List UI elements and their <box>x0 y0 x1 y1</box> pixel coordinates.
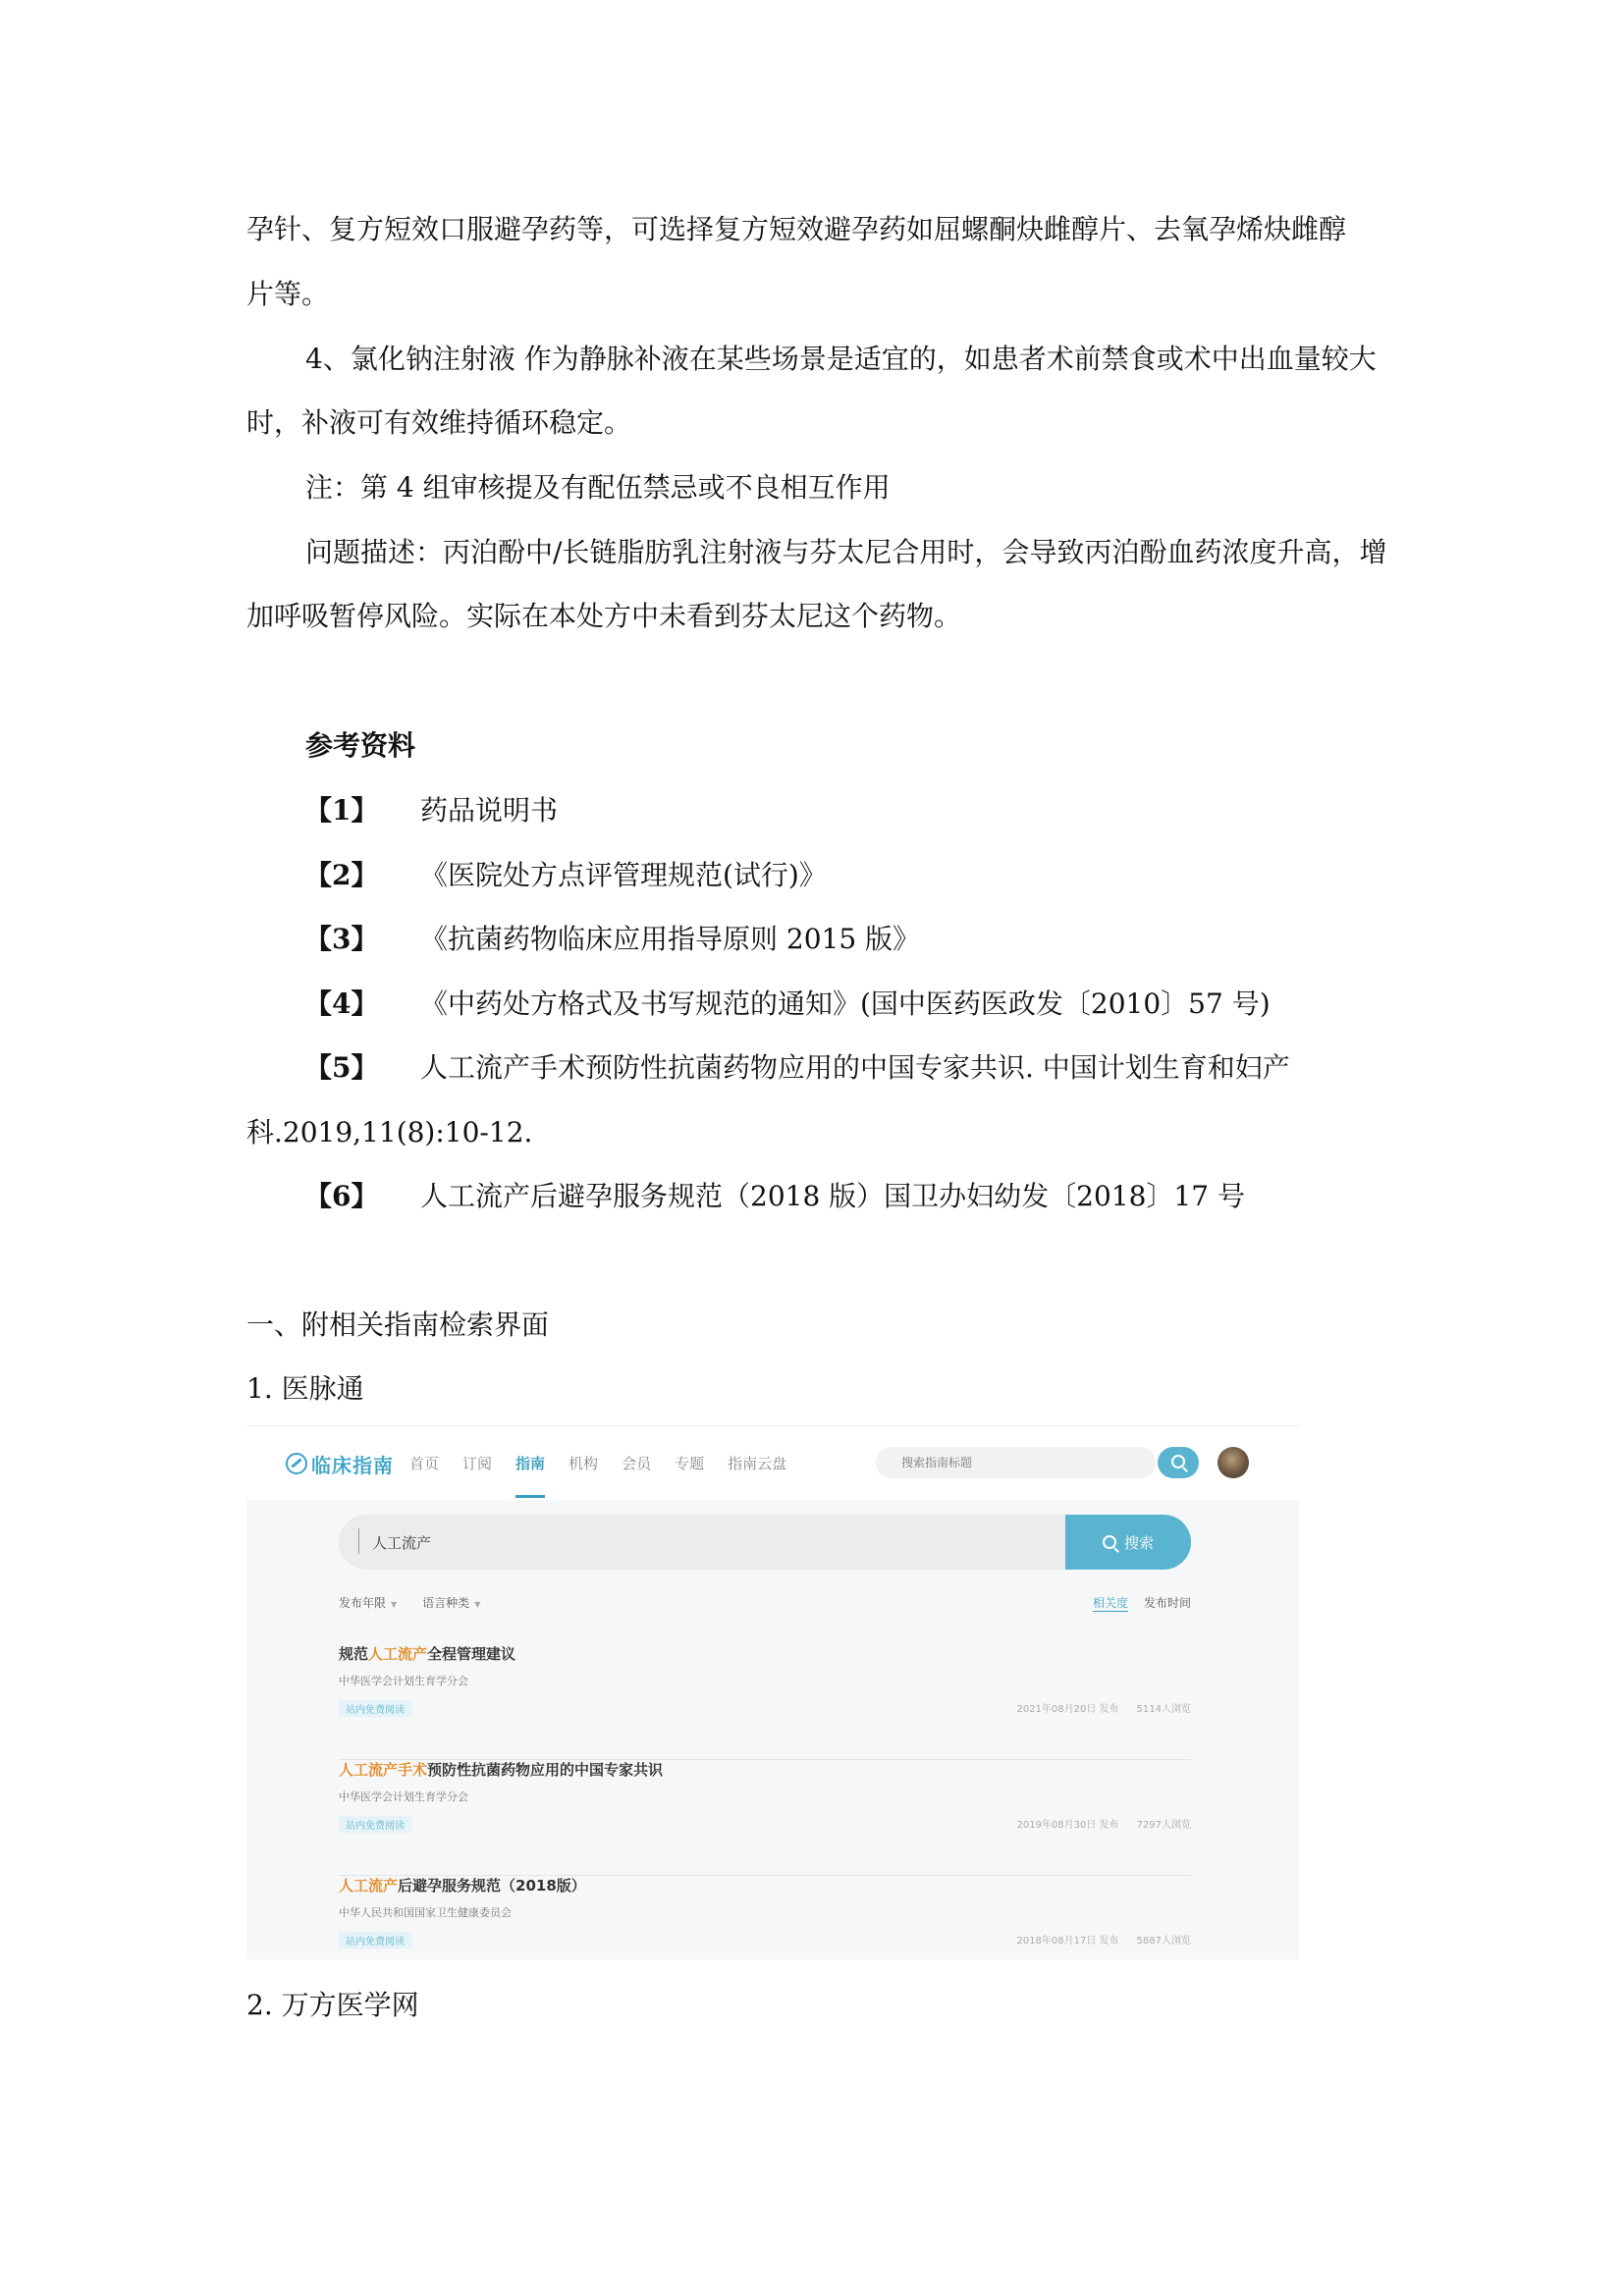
reference-text: 《中药处方格式及书写规范的通知》(国中医药医政发〔2010〕57 号) <box>420 988 1271 1020</box>
reference-text: 《抗菌药物临床应用指导原则 2015 版》 <box>420 923 921 955</box>
result-title[interactable] <box>339 1643 515 1664</box>
search-input[interactable] <box>876 1447 1156 1478</box>
reference-number: 【1】 <box>304 794 379 827</box>
reference-number: 【5】 <box>304 1051 379 1084</box>
search-icon <box>1171 1455 1185 1468</box>
search-button[interactable] <box>1158 1447 1199 1478</box>
result-organization: 中华医学会计划生育学分会 <box>339 1790 468 1803</box>
publish-date: 2019年08月30日 发布 <box>1016 1820 1119 1831</box>
title-text: 全程管理建议 <box>427 1645 516 1663</box>
sort-options <box>1093 1594 1191 1612</box>
references-heading: 参考资料 <box>305 729 416 762</box>
main-search-input[interactable] <box>339 1515 1065 1570</box>
main-search-bar <box>339 1515 1191 1570</box>
title-highlight: 人工流产 <box>339 1877 399 1895</box>
filter-bar <box>339 1594 480 1611</box>
list-item[interactable] <box>339 1875 1191 1959</box>
free-read-badge: 站内免费阅读 <box>339 1700 411 1717</box>
nav-item-institutions[interactable]: 机构 <box>568 1455 599 1472</box>
title-highlight: 人工流产 <box>368 1645 428 1663</box>
main-search-button[interactable] <box>1065 1515 1191 1570</box>
result-organization: 中华医学会计划生育学分会 <box>339 1675 468 1687</box>
reference-text-continued: 科.2019,11(8):10-12. <box>246 1116 533 1148</box>
main-nav <box>409 1452 810 1475</box>
list-item[interactable] <box>339 1643 1191 1760</box>
reference-number: 【3】 <box>304 923 379 955</box>
reference-text: 人工流产手术预防性抗菌药物应用的中国专家共识. 中国计划生育和妇产 <box>420 1051 1290 1084</box>
search-icon <box>1103 1535 1116 1549</box>
nav-item-topics[interactable]: 专题 <box>675 1455 705 1472</box>
publish-date: 2021年08月20日 发布 <box>1016 1704 1119 1715</box>
problem-description: 问题描述：丙泊酚中/长链脂肪乳注射液与芬太尼合用时，会导致丙泊酚血药浓度升高，增加呼吸暂停风险。实际在本处方中未看到芬太尼这个药物。 <box>246 536 1387 632</box>
reference-text: 《医院处方点评管理规范(试行)》 <box>420 859 827 891</box>
logo-text: 临床指南 <box>311 1453 394 1477</box>
logo[interactable] <box>286 1450 394 1477</box>
title-text: 预防性抗菌药物应用的中国专家共识 <box>427 1761 664 1779</box>
list-item: 1. 医脉通 <box>246 1372 364 1405</box>
nav-item-home[interactable]: 首页 <box>409 1455 440 1472</box>
reference-number: 【6】 <box>304 1180 379 1212</box>
view-count: 5114人浏览 <box>1136 1704 1191 1715</box>
list-item[interactable] <box>339 1759 1191 1876</box>
sort-relevance[interactable]: 相关度 <box>1092 1596 1128 1610</box>
nav-item-guidelines[interactable]: 指南 <box>515 1452 545 1475</box>
nav-item-membership[interactable]: 会员 <box>622 1455 652 1472</box>
reference-number: 【4】 <box>304 988 379 1020</box>
view-count: 7297人浏览 <box>1136 1820 1191 1831</box>
reference-number: 【2】 <box>304 859 379 891</box>
reference-text: 人工流产后避孕服务规范（2018 版）国卫办妇幼发〔2018〕17 号 <box>420 1180 1245 1212</box>
filter-year-label: 发布年限 <box>339 1596 387 1610</box>
publish-date: 2018年08月17日 发布 <box>1016 1936 1119 1947</box>
paragraph-line: 孕针、复方短效口服避孕药等，可选择复方短效避孕药如屈螺酮炔雌醇片、去氧孕烯炔雌醇 <box>246 213 1347 245</box>
free-read-badge: 站内免费阅读 <box>339 1932 411 1949</box>
paragraph-line: 片等。 <box>246 278 330 310</box>
result-meta <box>1016 1700 1191 1715</box>
title-text: 规范 <box>339 1645 369 1663</box>
result-title[interactable] <box>339 1759 663 1780</box>
header-bar <box>246 1425 1299 1500</box>
section-heading: 一、附相关指南检索界面 <box>246 1308 550 1341</box>
result-meta <box>1016 1816 1191 1831</box>
compass-icon <box>286 1453 307 1474</box>
filter-year[interactable] <box>339 1594 397 1611</box>
nav-item-cloud-disk[interactable]: 指南云盘 <box>728 1455 787 1472</box>
nav-item-subscribe[interactable]: 订阅 <box>462 1455 493 1472</box>
reference-text: 药品说明书 <box>420 794 559 827</box>
chevron-down-icon: ▼ <box>474 1600 481 1609</box>
avatar[interactable] <box>1218 1447 1249 1478</box>
result-title[interactable] <box>339 1875 586 1896</box>
note: 注：第 4 组审核提及有配伍禁忌或不良相互作用 <box>305 471 891 504</box>
chevron-down-icon: ▼ <box>391 1600 398 1609</box>
filter-language-label: 语言种类 <box>422 1596 470 1610</box>
title-highlight: 人工流产手术 <box>339 1761 428 1779</box>
list-item: 2. 万方医学网 <box>246 1989 419 2021</box>
title-text: 后避孕服务规范（2018版） <box>398 1877 586 1895</box>
paragraph: 4、氯化钠注射液 作为静脉补液在某些场景是适宜的，如患者术前禁食或术中出血量较大时，补液可有效维持循环稳定。 <box>246 343 1377 439</box>
search-button-label: 搜索 <box>1123 1533 1154 1552</box>
sort-date[interactable]: 发布时间 <box>1143 1596 1191 1610</box>
result-meta <box>1016 1932 1191 1947</box>
free-read-badge: 站内免费阅读 <box>339 1816 411 1833</box>
view-count: 5887人浏览 <box>1136 1936 1191 1947</box>
filter-language[interactable] <box>422 1594 480 1611</box>
result-organization: 中华人民共和国国家卫生健康委员会 <box>339 1906 512 1919</box>
guideline-search-screenshot <box>246 1425 1299 1959</box>
